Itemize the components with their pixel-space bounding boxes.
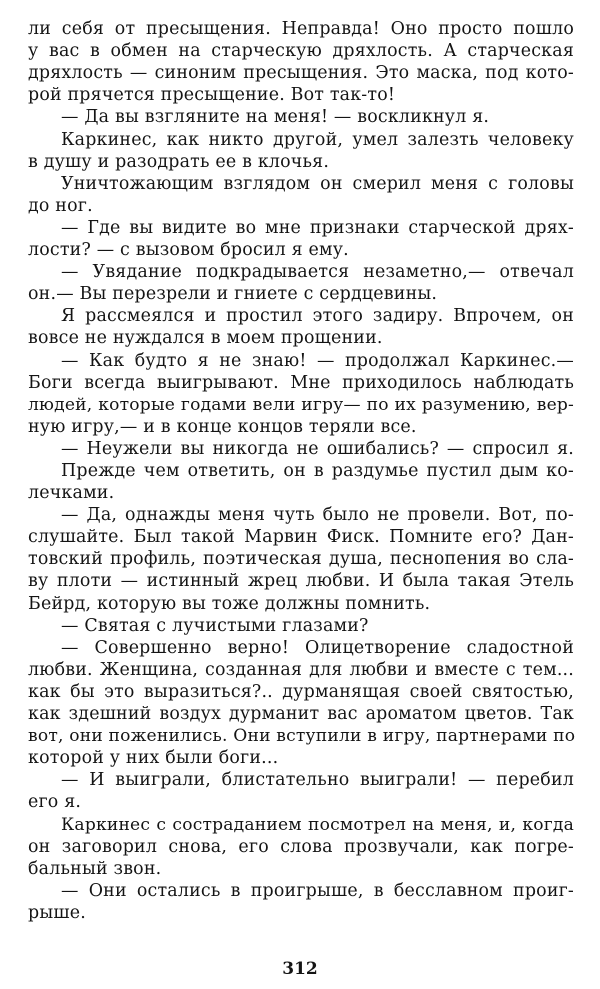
text-line-30: любви. Женщина, созданная для любви и вместе с тем... [28,659,574,680]
text-line-4: рой прячется пресыщение. Вот так-то! [28,85,396,106]
text-line-18: людей, которые годами вели игру— по их разумению, вер- [28,394,574,415]
text-line-23: — Да, однажды меня чуть было не провели. Вот, по- [61,505,574,526]
text-line-21: Прежде чем ответить, он в раздумье пустил дым ко- [61,461,574,481]
text-line-41: рыше. [28,902,86,923]
text-line-34: которой у них были боги... [28,748,279,769]
text-line-20: — Неужели вы никогда не ошибались? — спросил я. [61,438,574,459]
text-line-29: — Совершенно верно! Олицетворение сладостной [61,637,574,658]
text-line-27: Бейрд, которую вы тоже должны помнить. [28,593,431,614]
text-line-17: Боги всегда выигрывают. Мне приходилось наблюдать [28,372,574,393]
text-line-32: как здешний воздух дурманит вас ароматом цветов. Так [28,704,574,724]
text-line-10: — Где вы видите во мне признаки старческой дрях- [61,217,574,238]
text-line-22: лечками. [28,483,115,503]
text-line-9: до ног. [28,195,93,216]
text-line-6: Каркинес, как никто другой, умел залезть человеку [61,129,574,150]
text-line-5: — Да вы взгляните на меня! — воскликнул я. [61,107,490,128]
page-number: 312 [282,959,318,979]
text-line-11: лости? — с вызовом бросил я ему. [28,240,349,260]
text-line-35: — И выиграли, блистательно выиграли! — перебил [61,770,574,791]
text-line-28: — Святая с лучистыми глазами? [61,615,369,636]
text-line-15: вовсе не нуждался в моем прощении. [28,328,383,349]
text-line-16: — Как будто я не знаю! — продолжал Каркинес.— [61,350,574,371]
text-line-31: как бы это выразиться?.. дурманящая своей святостью, [28,681,574,702]
text-line-3: дряхлость — синоним пресыщения. Это маска, под кото- [28,63,574,84]
text-line-19: ную игру,— и в конце концов теряли все. [28,416,417,437]
text-line-40: — Они остались в проигрыше, в бесславном проиг- [61,880,574,901]
text-line-7: в душу и разодрать ее в клочья. [28,151,330,172]
text-line-33: вот, они поженились. Они вступили в игру, партнерами по [28,726,576,747]
text-line-26: ву плоти — истинный жрец любви. И была такая Этель [28,571,574,592]
text-line-38: он заговорил снова, его слова прозвучали, как погре- [28,836,574,857]
text-line-24: слушайте. Был такой Марвин Фиск. Помните его? Дан- [28,527,574,548]
text-line-2: у вас в обмен на старческую дряхлость. А старческая [28,41,574,62]
text-line-12: — Увядание подкрадывается незаметно,— отвечал [61,262,574,283]
text-line-37: Каркинес с состраданием посмотрел на меня, и, когда [61,814,574,835]
text-line-14: Я рассмеялся и простил этого задиру. Впрочем, он [61,306,574,327]
text-line-1: ли себя от пресыщения. Неправда! Оно просто пошло [28,19,574,39]
text-line-36: его я. [28,792,82,813]
text-line-8: Уничтожающим взглядом он смерил меня с головы [61,173,574,194]
text-line-39: бальный звон. [28,858,162,879]
text-line-25: товский профиль, поэтическая душа, песнопения во сла- [28,549,574,570]
text-line-13: он.— Вы перезрели и гниете с сердцевины. [28,284,438,305]
